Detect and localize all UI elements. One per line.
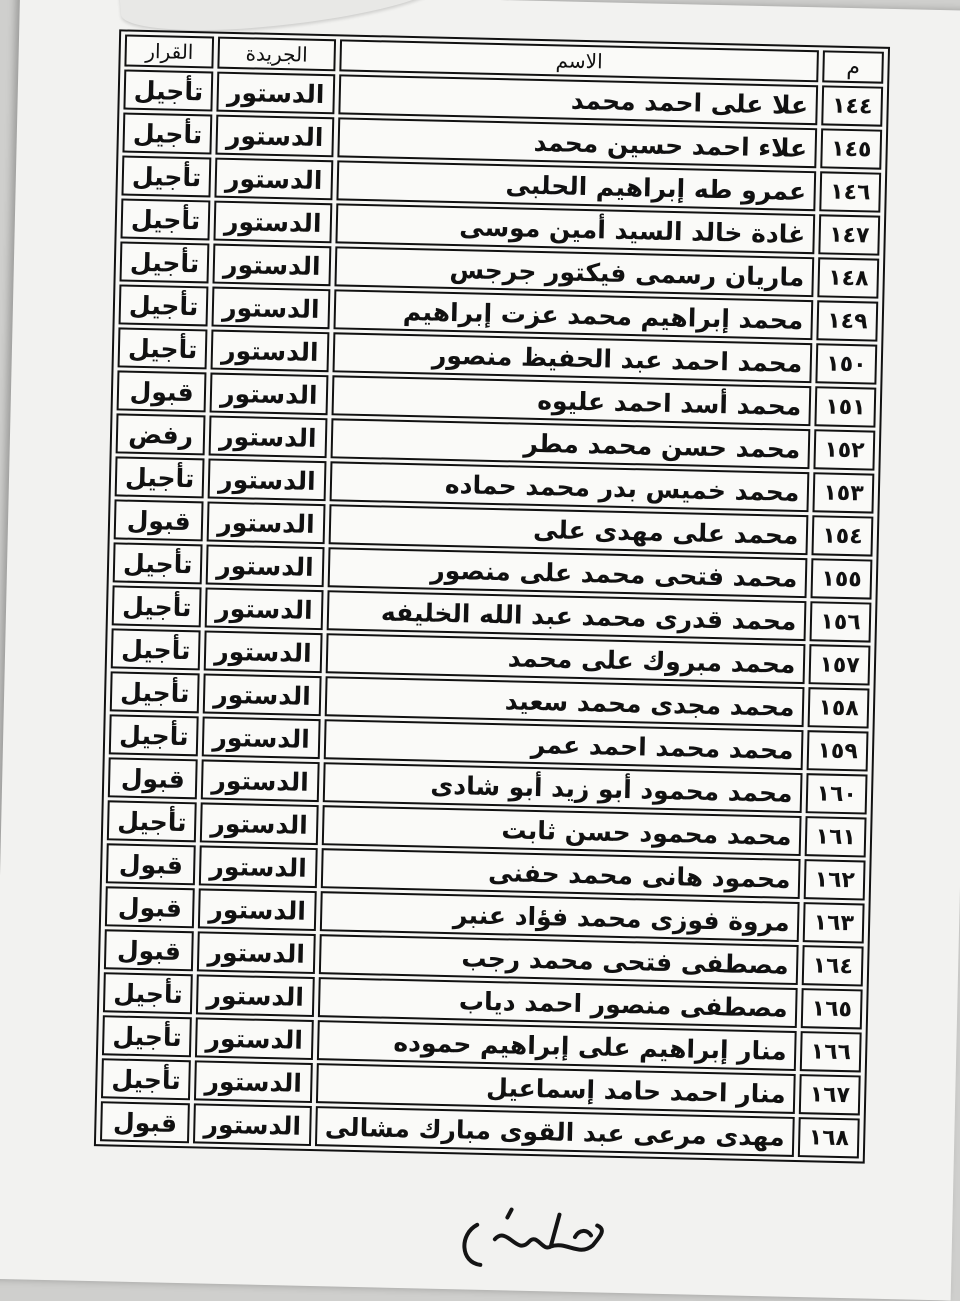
row-name: محمد محمود أبو زيد أبو شادى [322, 762, 803, 813]
row-name: محمد إبراهيم محمد عزت إبراهيم [333, 289, 814, 340]
row-name: مهدى مرعى عبد القوى مبارك مشالى [315, 1106, 796, 1157]
row-decision: قبول [114, 499, 204, 541]
row-name: محمد حسن محمد مطر [330, 418, 811, 469]
row-number: ١٤٧ [819, 214, 880, 255]
row-decision: تأجيل [120, 198, 210, 240]
row-number: ١٥٨ [808, 687, 869, 728]
row-newspaper: الدستور [197, 931, 315, 974]
row-decision: تأجيل [120, 241, 210, 283]
row-name: منار احمد حامد إسماعيل [316, 1063, 797, 1114]
row-decision: قبول [108, 757, 198, 799]
row-number: ١٦٨ [798, 1117, 859, 1158]
row-decision: تأجيل [112, 585, 202, 627]
row-number: ١٤٤ [822, 85, 883, 126]
row-newspaper: الدستور [217, 72, 335, 115]
row-newspaper: الدستور [202, 716, 320, 759]
header-name: الاسم [339, 39, 819, 82]
row-name: محمد فتحى محمد على منصور [327, 547, 808, 598]
row-number: ١٤٩ [817, 300, 878, 341]
row-name: محمد محمود حسن ثابت [321, 805, 802, 856]
row-newspaper: الدستور [205, 587, 323, 630]
row-decision: تأجيل [109, 714, 199, 756]
row-decision: تأجيل [121, 155, 211, 197]
row-decision: تأجيل [103, 972, 193, 1014]
row-newspaper: الدستور [204, 630, 322, 673]
row-newspaper: الدستور [203, 673, 321, 716]
row-decision: تأجيل [123, 69, 213, 111]
row-newspaper: الدستور [193, 1103, 311, 1146]
row-name: محمد محمد احمد عمر [323, 719, 804, 770]
row-decision: تأجيل [107, 800, 197, 842]
row-name: ماريان رسمى فيكتور جرجس [334, 246, 815, 297]
row-decision: قبول [117, 370, 207, 412]
row-name: علا على احمد محمد [338, 74, 819, 125]
row-number: ١٥٧ [809, 644, 870, 685]
row-decision: تأجيل [110, 671, 200, 713]
row-name: مروة فوزى محمد فؤاد عنبر [319, 891, 800, 942]
row-newspaper: الدستور [198, 888, 316, 931]
row-number: ١٥٢ [814, 429, 875, 470]
row-number: ١٦٥ [801, 988, 862, 1029]
row-decision: تأجيل [118, 327, 208, 369]
row-decision: قبول [105, 886, 195, 928]
row-newspaper: الدستور [208, 459, 326, 502]
row-name: محمد خميس بدر محمد حماده [329, 461, 810, 512]
row-name: علاء احمد حسين محمد [337, 117, 818, 168]
row-name: محمد قدرى محمد عبد الله الخليفه [326, 590, 807, 641]
row-decision: قبول [100, 1101, 190, 1143]
row-name: غادة خالد السيد أمين موسى [335, 203, 816, 254]
row-newspaper: الدستور [195, 1017, 313, 1060]
row-newspaper: الدستور [207, 502, 325, 545]
row-decision: تأجيل [119, 284, 209, 326]
row-newspaper: الدستور [213, 244, 331, 287]
row-newspaper: الدستور [200, 802, 318, 845]
row-newspaper: الدستور [212, 287, 330, 330]
row-name: محمد مبروك على محمد [325, 633, 806, 684]
row-number: ١٦٠ [806, 773, 867, 814]
row-newspaper: الدستور [210, 373, 328, 416]
row-number: ١٥١ [815, 386, 876, 427]
row-number: ١٥٦ [810, 601, 871, 642]
header-newspaper: الجريدة [218, 37, 336, 72]
row-number: ١٥٩ [807, 730, 868, 771]
row-number: ١٤٦ [820, 171, 881, 212]
row-number: ١٦٤ [802, 945, 863, 986]
row-newspaper: الدستور [194, 1060, 312, 1103]
header-decision: القرار [124, 35, 214, 69]
row-number: ١٥٣ [813, 472, 874, 513]
row-decision: تأجيل [115, 456, 205, 498]
row-name: محمد احمد عبد الحفيظ منصور [332, 332, 813, 383]
row-number: ١٦١ [805, 816, 866, 857]
row-number: ١٥٤ [812, 515, 873, 556]
row-name: محمد على مهدى على [328, 504, 809, 555]
signature [446, 1204, 638, 1278]
header-number: م [823, 50, 884, 83]
row-name: منار إبراهيم على إبراهيم حموده [316, 1020, 797, 1071]
row-name: عمرو طه إبراهيم الحلبى [336, 160, 817, 211]
row-newspaper: الدستور [196, 974, 314, 1017]
row-number: ١٦٦ [800, 1031, 861, 1072]
row-number: ١٦٢ [804, 859, 865, 900]
row-name: محمد أسد احمد عليوه [331, 375, 812, 426]
row-number: ١٦٣ [803, 902, 864, 943]
row-newspaper: الدستور [209, 416, 327, 459]
row-decision: تأجيل [102, 1015, 192, 1057]
row-number: ١٥٠ [816, 343, 877, 384]
row-newspaper: الدستور [206, 544, 324, 587]
row-decision: قبول [106, 843, 196, 885]
row-decision: تأجيل [101, 1058, 191, 1100]
row-name: محمد مجدى محمد سعيد [324, 676, 805, 727]
row-decision: تأجيل [113, 542, 203, 584]
signature-stroke [464, 1209, 602, 1268]
row-name: محمود هانى محمد حفنى [320, 848, 801, 899]
row-name: مصطفى فتحى محمد رجب [318, 934, 799, 985]
roster-table [94, 29, 890, 1163]
row-newspaper: الدستور [215, 158, 333, 201]
row-newspaper: الدستور [214, 201, 332, 244]
row-decision: قبول [104, 929, 194, 971]
row-decision: رفض [116, 413, 206, 455]
row-number: ١٤٥ [821, 128, 882, 169]
row-number: ١٦٧ [799, 1074, 860, 1115]
row-decision: تأجيل [111, 628, 201, 670]
row-newspaper: الدستور [201, 759, 319, 802]
row-newspaper: الدستور [216, 115, 334, 158]
row-number: ١٤٨ [818, 257, 879, 298]
row-newspaper: الدستور [199, 845, 317, 888]
row-name: مصطفى منصور احمد دياب [317, 977, 798, 1028]
row-newspaper: الدستور [211, 330, 329, 373]
row-number: ١٥٥ [811, 558, 872, 599]
row-decision: تأجيل [122, 112, 212, 154]
